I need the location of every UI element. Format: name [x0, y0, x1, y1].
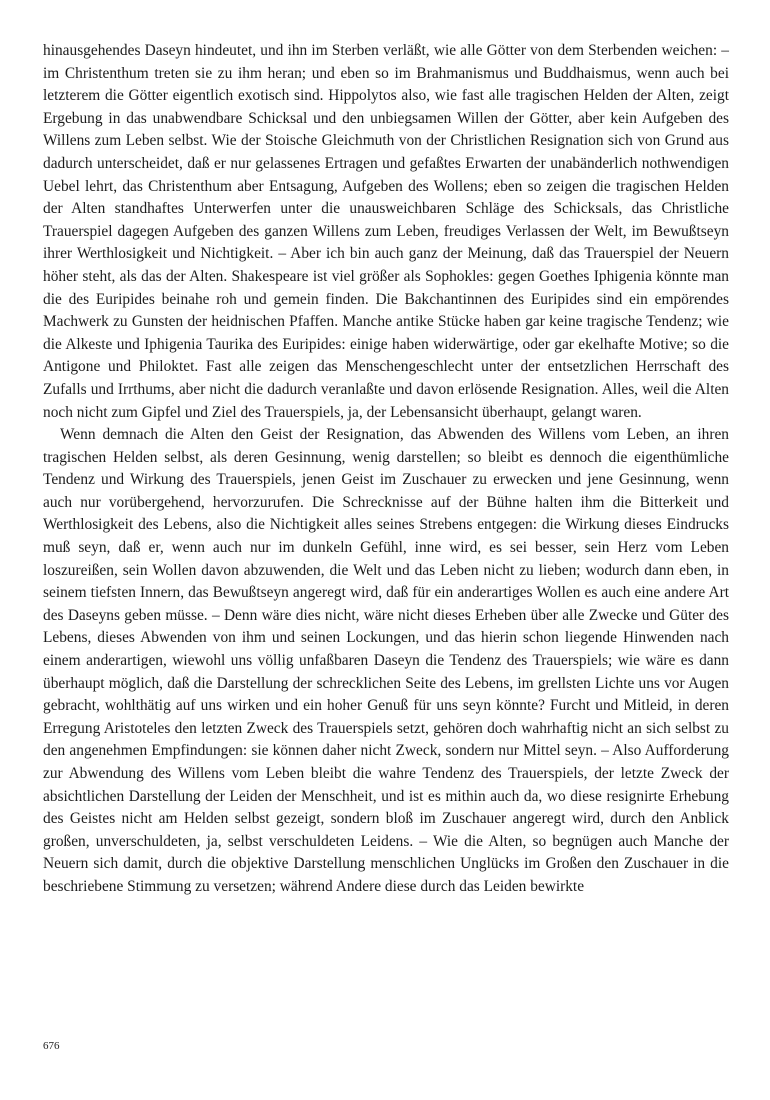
paragraph-continuation: hinausgehendes Daseyn hindeutet, und ihn im Sterben verläßt, wie alle Götter von dem Sterbenden weichen: – im Christenthum treten sie zu ihm heran; und eben so im Brahmanismus und Buddhaismus, wenn auch bei letzterem die Götter eigentlich exotisch sind. Hippolytos also, wie fast alle tragischen Helden der Alten, zeigt Ergebung in das unabwendbare Schicksal und den unbiegsamen Willen der Götter, aber kein Aufgeben des Willens zum Leben selbst. Wie der Stoische Gleichmuth von der Christlichen Resignation sich von Grund aus dadurch unterscheidet, daß er nur gelassenes Ertragen und gefaßtes Erwarten der unabänderlich nothwendigen Uebel lehrt, das Christenthum aber Entsagung, Aufgeben des Wollens; eben so zeigen die tragischen Helden der Alten standhaftes Unterwerfen unter die unausweichbaren Schläge des Schicksals, das Christliche Trauerspiel dagegen Aufgeben des ganzen Willens zum Leben, freudiges Verlassen der Welt, im Bewußtseyn ihrer Werthlosigkeit und Nichtigkeit. – Aber ich bin auch ganz der Meinung, daß das Trauerspiel der Neuern höher steht, als das der Alten. Shakespeare ist viel größer als Sophokles: gegen Goethes Iphigenia könnte man die des Euripides beinahe roh und gemein finden. Die Bakchantinnen des Euripides sind ein empörendes Machwerk zu Gunsten der heidnischen Pfaffen. Manche antike Stücke haben gar keine tragische Tendenz; wie die Alkeste und Iphigenia Taurika des Euripides: einige haben widerwärtige, oder gar ekelhafte Motive; so die Antigone und Philoktet. Fast alle zeigen das Menschengeschlecht unter der entsetzlichen Herrschaft des Zufalls und Irrthums, aber nicht die dadurch veranlaßte und davon erlösende Resignation. Alles, weil die Alten noch nicht zum Gipfel und Ziel des Trauerspiels, ja, der Lebensansicht überhaupt, gelangt waren. [43, 42, 729, 421]
page-number: 676 [43, 1040, 60, 1052]
page-body [43, 40, 729, 899]
paragraph-tragedy-tendency: Wenn demnach die Alten den Geist der Resignation, das Abwenden des Willens vom Leben, an ihren tragischen Helden selbst, als deren Gesinnung, wenig darstellen; so bleibt es dennoch die eigenthümliche Tendenz und Wirkung des Trauerspiels, jenen Geist im Zuschauer zu erwecken und jene Gesinnung, wenn auch nur vorübergehend, hervorzurufen. Die Schrecknisse auf der Bühne halten ihm die Bitterkeit und Werthlosigkeit des Lebens, also die Nichtigkeit alles seines Strebens entgegen: die Wirkung dieses Eindrucks muß seyn, daß er, wenn auch nur im dunkeln Gefühl, inne wird, es sei besser, sein Herz vom Leben loszureißen, sein Wollen davon abzuwenden, die Welt und das Leben nicht zu lieben; wodurch dann eben, in seinem tiefsten Innern, das Bewußtseyn angeregt wird, daß für ein anderartiges Wollen es auch eine andere Art des Daseyns geben müsse. – Denn wäre dies nicht, wäre nicht dieses Erheben über alle Zwecke und Güter des Lebens, dieses Abwenden von ihm und seinen Lockungen, und das hierin schon liegende Hinwenden nach einem anderartigen, wiewohl uns völlig unfaßbaren Daseyn die Tendenz des Trauerspiels; wie wäre es dann überhaupt möglich, daß die Darstellung der schrecklichen Seite des Lebens, im grellsten Lichte uns vor Augen gebracht, wohlthätig auf uns wirken und ein hoher Genuß für uns seyn könnte? Furcht und Mitleid, in deren Erregung Aristoteles den letzten Zweck des Trauerspiels setzt, gehören doch wahrhaftig nicht an sich selbst zu den angenehmen Empfindungen: sie können daher nicht Zweck, sondern nur Mittel seyn. – Also Aufforderung zur Abwendung des Willens vom Leben bleibt die wahre Tendenz des Trauerspiels, der letzte Zweck der absichtlichen Darstellung der Leiden der Menschheit, und ist es mithin auch da, wo diese resignirte Erhebung des Geistes nicht am Helden selbst gezeigt, sondern bloß im Zuschauer angeregt wird, durch den Anblick großen, unverschuldeten, ja, selbst verschuldeten Leidens. – Wie die Alten, so begnügen auch Manche der Neuern sich damit, durch die objektive Darstellung menschlichen Unglücks im Großen den Zuschauer in die beschriebene Stimmung zu versetzen; während Andere diese durch das Leiden bewirkte [43, 426, 729, 895]
